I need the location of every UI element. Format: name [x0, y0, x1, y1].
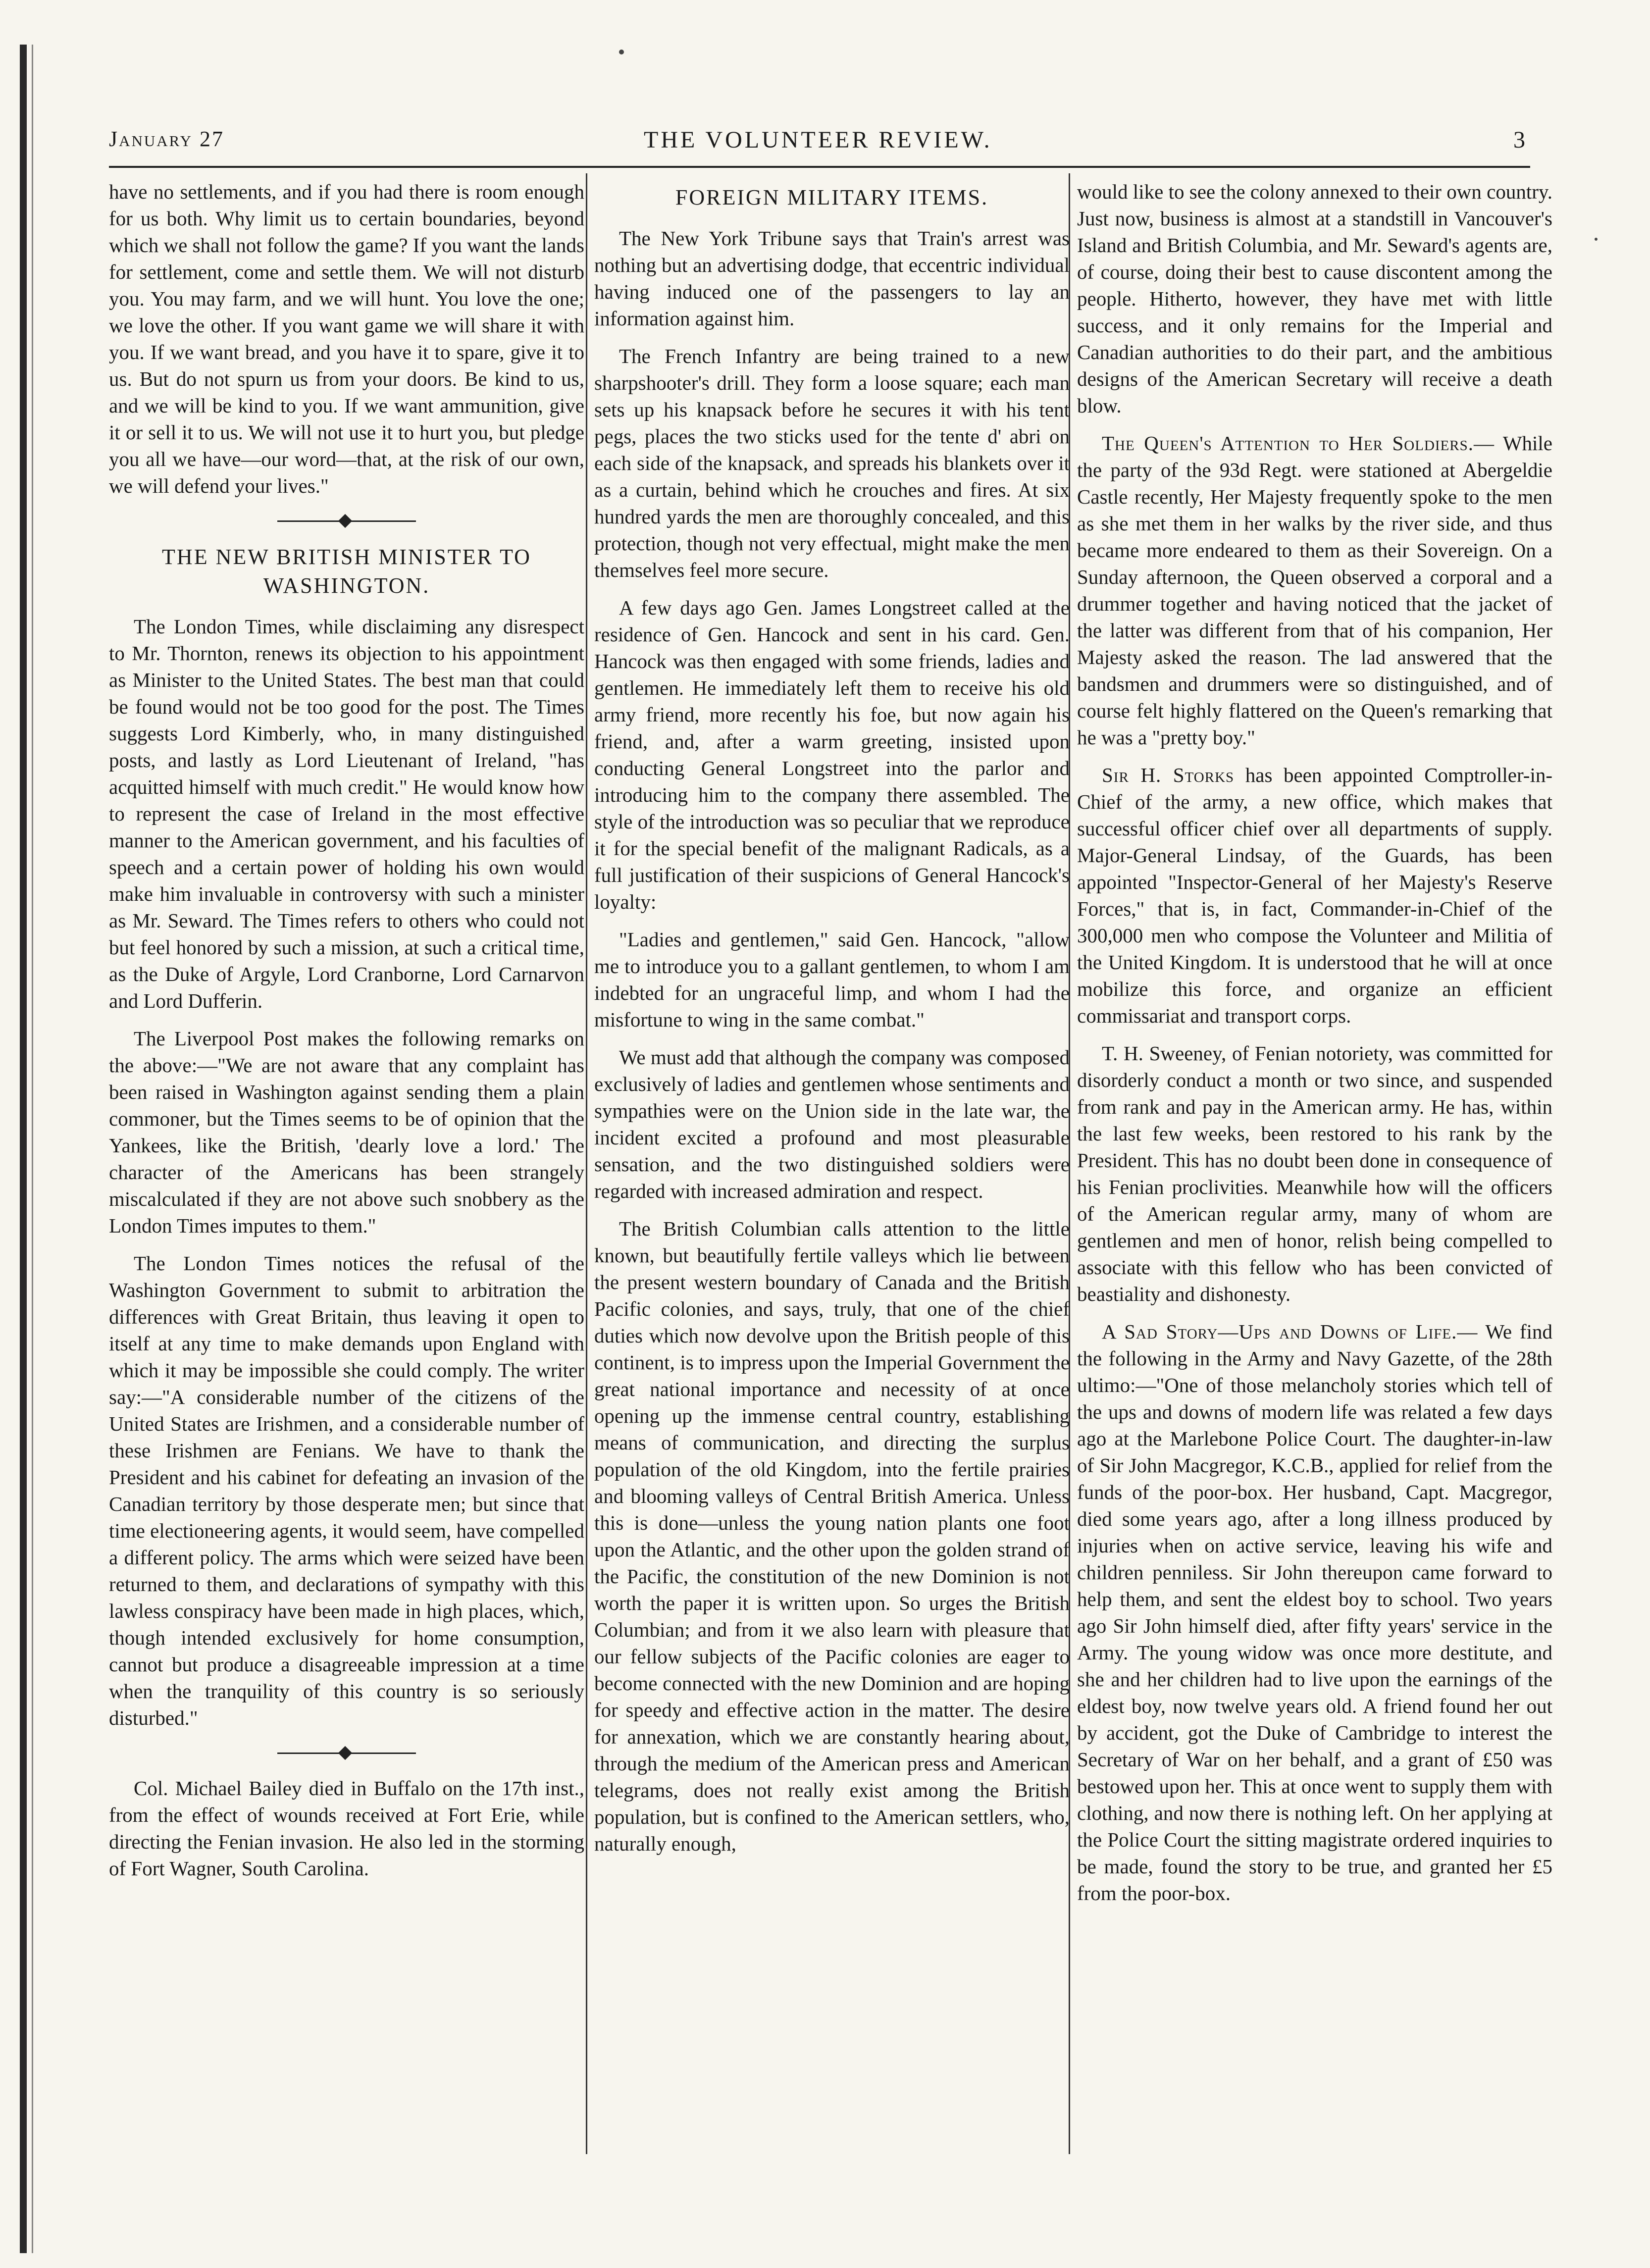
paragraph-body: has been appointed Comptroller-in-Chief of the army, a new office, which makes that successful officer chief over all departments of supply. Major-General Lindsay, of the Guards, has been appointed "Inspector-General of her Majesty's Reserve Forces," that is, in fact, Commander-in-Chief of the 300,000 men who compose the Volunteer and Militia of the United Kingdom. It is understood that he will at once mobilize this force, and organize an efficient commissariat and transport corps.: [1077, 764, 1552, 1027]
paragraph: T. H. Sweeney, of Fenian notoriety, was committed for disorderly conduct a month or two since, and suspended from rank and pay in the American army. He has, within the last few weeks, been restored to his rank by the President. This has no doubt been done in consequence of his Fenian proclivities. Meanwhile how will the officers of the American regular army, many of whom are gentlemen and men of honor, relish being compelled to associate with this fellow who has been convicted of beastiality and dishonesty.: [1077, 1042, 1552, 1305]
paragraph: Col. Michael Bailey died in Buffalo on the 17th inst., from the effect of wounds received at Fort Erie, while directing the Fenian invasion. He also led in the storming of Fort Wagner, South Carolina.: [109, 1777, 584, 1880]
paragraph: A few days ago Gen. James Longstreet called at the residence of Gen. Hancock and sent in his card. Gen. Hancock was then engaged with some friends, ladies and gentlemen. He immediately left them to receive his old army friend, more recently his foe, but now again his friend, and, after a warm greeting, insisted upon conducting General Longstreet into the parlor and introducing him to the company there assembled. The style of the introduction was so peculiar that we reproduce it for the special benefit of the malignant Radicals, as a full justification of their suspicions of General Hancock's loyalty:: [594, 596, 1070, 913]
paragraph: The Liverpool Post makes the following remarks on the above:—"We are not aware that any complaint has been raised in Washington against sending them a plain commoner, but the Times seems to be of opinion that the Yankees, like the British, 'dearly love a lord.' The character of the Americans has been strangely miscalculated if they are not above such snobbery as the London Times imputes to them.": [109, 1027, 584, 1237]
paragraph: The French Infantry are being trained to a new sharpshooter's drill. They form a loose square; each man sets up his knapsack before he secures it with his tent pegs, places the two sticks used for the tente d' abri on each side of the knapsack, and spreads his blankets over it as a curtain, behind which he crouches and fires. At six hundred yards the men are thoroughly concealed, and this protection, though not very effectual, might make the men themselves feel more secure.: [594, 345, 1070, 581]
header-title: THE VOLUNTEER REVIEW.: [644, 127, 992, 153]
paragraph: have no settlements, and if you had there is room enough for us both. Why limit us to certain boundaries, beyond which we shall not follow the game? If you want the lands for settlement, come and settle them. We will not disturb you. You may farm, and we will hunt. You love the one; we love the other. If you want game we will share it with you. If we want bread, and you have it to spare, give it to us. But do not spurn us from your doors. Be kind to us, and we will be kind to you. If we want ammunition, give it or sell it to us. We will not use it to hurt you, but pledge you all we have—our word—that, at the risk of our own, we will defend your lives.": [109, 180, 584, 497]
paragraph: [1077, 1318, 1552, 1907]
paragraph-body: While the party of the 93d Regt. were stationed at Abergeldie Castle recently, Her Majesty frequently spoke to the men as she met them in her walks by the river side, and thus became more endeared to them as their Sovereign. On a Sunday afternoon, the Queen observed a corporal and a drummer together and having noticed that the jacket of the latter was different from that of his companion, Her Majesty asked the reason. The lad answered that the bandsmen and drummers were so distinguished, and of course felt highly flattered on the Queen's remarking that he was a "pretty boy.": [1077, 432, 1553, 749]
article-heading: THE NEW BRITISH MINISTER TO WASHINGTON.: [162, 545, 531, 598]
article-heading: FOREIGN MILITARY ITEMS.: [675, 185, 989, 209]
page-header: [109, 126, 1545, 161]
column-1: [109, 178, 584, 1893]
header-rule: [109, 166, 1530, 168]
paragraph-body: We find the following in the Army and Navy Gazette, of the 28th ultimo:—"One of those melancholy stories which tell of the ups and downs of modern life was related a few days ago at the Marlebone Police Court. The daughter-in-law of Sir John Macgregor, K.C.B., applied for relief from the funds of the poor-box. Her husband, Capt. Macgregor, died some years ago, after a long illness produced by injuries when on active service, leaving his wife and children penniless. Sir John thereupon came forward to help them, and sent the eldest boy to school. Two years ago Sir John himself died, after fifty years' service in the Army. The young widow was once more destitute, and she and her children had to live upon the earnings of the eldest boy, now twelve years old. A friend found her out by accident, got the Duke of Cambridge to interest the Secretary of War on her behalf, and a grant of £50 was bestowed upon her. This at once went to supply them with clothing, and now there is nothing left. On her applying at the Police Court the sitting magistrate ordered inquiries to be made, found the story to be true, and granted her £5 from the poor-box.: [1077, 1320, 1552, 1905]
column-3: [1077, 178, 1552, 1917]
paragraph: The British Columbian calls attention to the little known, but beautifully fertile valleys which lie between the present western boundary of Canada and the British Pacific colonies, and says, truly, that one of the chief duties which now devolve upon the British people of this continent, is to impress upon the Imperial Government the great national importance and necessity of at once opening up the immense central country, establishing means of communication, and directing the surplus population of the old Kingdom, into the fertile prairies and blooming valleys of Central British America. Unless this is done—unless the young nation plants one foot upon the Atlantic, and the other upon the golden strand of the Pacific, the constitution of the new Dominion is not worth the paper it is written upon. So urges the British Columbian; and from it we also learn with pleasure that our fellow subjects of the Pacific colonies are eager to become connected with the new Dominion and are hoping for speedy and effective action in the matter. The desire for annexation, which we are constantly hearing about, through the medium of the American press and American telegrams, does not really exist among the British population, but is confined to the American settlers, who, naturally enough,: [594, 1217, 1070, 1855]
page-number: 3: [1513, 127, 1525, 153]
header-date: January 27: [109, 127, 225, 151]
print-speck: [1595, 238, 1598, 241]
paragraph: [1077, 430, 1552, 751]
paragraph: "Ladies and gentlemen," said Gen. Hancock, "allow me to introduce you to a gallant gentlemen, to whom I am indebted for an ungraceful limp, and whom I had the misfortune to wing in the same combat.": [594, 928, 1070, 1031]
column-2: [594, 178, 1070, 1868]
paragraph: [1077, 762, 1552, 1029]
page-binding-shadow: [32, 45, 33, 2253]
paragraph-lead: The Queen's Attention to Her Soldiers.—: [1102, 432, 1495, 455]
print-speck: [619, 50, 624, 54]
paragraph: The London Times notices the refusal of the Washington Government to submit to arbitration the differences with Great Britain, thus leaving it open to itself at any time to make demands upon England with which it may be impossible she could comply. The writer say:—"A considerable number of the citizens of the United States are Irishmen, and a considerable number of these Irishmen are Fenians. We have to thank the President and his cabinet for defeating an invasion of the Canadian territory by those desperate men; but since that time electioneering agents, it would seem, have compelled a different policy. The arms which were seized have been returned to them, and declarations of sympathy with this lawless conspiracy have been made in high places, which, though intended exclusively for home consumption, cannot but produce a disagreeable impression at a time when the tranquility of this country is so seriously disturbed.": [109, 1252, 584, 1729]
column-rule: [586, 173, 587, 2154]
page-binding-edge: [20, 45, 27, 2253]
paragraph: The London Times, while disclaiming any disrespect to Mr. Thornton, renews its objection to his appointment as Minister to the United States. The best man that could be found would not be too good for the post. The Times suggests Lord Kimberly, who, in many distinguished posts, and lastly as Lord Lieutenant of Ireland, "has acquitted himself with much credit." He would know how to represent the case of Ireland in the most effective manner to the American government, and his faculties of speech and a certain power of holding his own would make him invaluable in controversy with such a minister as Mr. Seward. The Times refers to others who could not but feel honored by such a mission, at such a critical time, as the Duke of Argyle, Lord Cranborne, Lord Carnarvon and Lord Dufferin.: [109, 615, 584, 1012]
paragraph-lead: A Sad Story—Ups and Downs of Life.—: [1102, 1320, 1478, 1343]
paragraph-lead: Sir H. Storks: [1102, 764, 1235, 786]
paragraph: would like to see the colony annexed to their own country. Just now, business is almost at a standstill in Vancouver's Island and British Columbia, and Mr. Seward's agents are, of course, doing their best to cause discontent among the people. Hitherto, however, they have met with little success, and it only remains for the Imperial and Canadian authorities to do their part, and the ambitious designs of the American Secretary will receive a death blow.: [1077, 180, 1552, 417]
paragraph: The New York Tribune says that Train's arrest was nothing but an advertising dodge, that eccentric individual having induced one of the passengers to lay an information against him.: [594, 227, 1070, 330]
section-divider: [109, 1743, 584, 1763]
paragraph: We must add that although the company was composed exclusively of ladies and gentlemen whose sentiments and sympathies were on the Union side in the late war, the incident excited a profound and most pleasurable sensation, and the two distinguished soldiers were regarded with increased admiration and respect.: [594, 1046, 1070, 1202]
section-divider: [109, 511, 584, 531]
